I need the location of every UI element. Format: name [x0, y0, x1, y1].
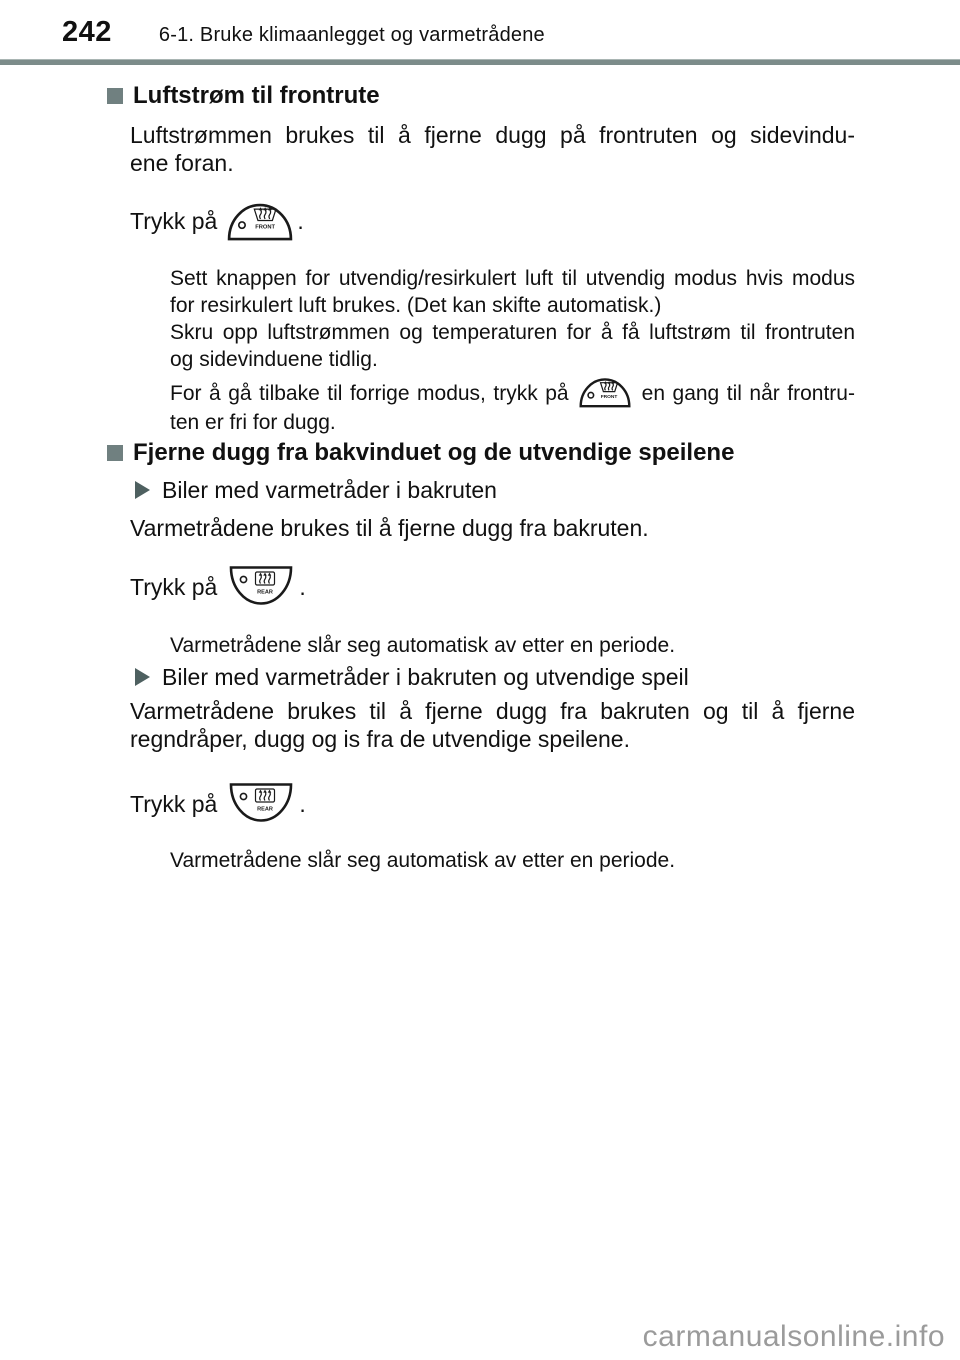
paragraph-line: Varmetrådene brukes til å fjerne dugg fra bakruten og til å fjerne: [130, 698, 855, 724]
note-front-airflow: [170, 265, 855, 373]
variant-row-rear-wires-mirrors: [135, 665, 855, 689]
note-line: for resirkulert luft brukes. (Det kan skifte automatisk.): [170, 294, 662, 317]
note-line: Sett knappen for utvendig/resirkulert luft til utvendig modus hvis modus: [170, 267, 855, 290]
note-line: og sidevinduene tidlig.: [170, 348, 378, 371]
paragraph-rear-wires: [130, 514, 855, 542]
press-front-button-line: [130, 199, 855, 243]
square-bullet-icon: [107, 445, 123, 461]
front-icon-label: FRONT: [600, 395, 618, 401]
header-rule: [0, 59, 960, 65]
rear-defroster-button-icon: [226, 564, 296, 610]
arrow-bullet-icon: [135, 481, 150, 499]
page-content: [130, 83, 855, 874]
press-label: Trykk på: [130, 790, 218, 817]
paragraph-line: regndråper, dugg og is fra de utvendige speilene.: [130, 726, 630, 752]
section-heading-label: Luftstrøm til frontrute: [133, 82, 380, 109]
press-label: Trykk på: [130, 573, 218, 600]
note-text: en gang til når frontru-: [641, 382, 855, 405]
note-line: Varmetrådene slår seg automatisk av etter en periode.: [170, 849, 676, 872]
rear-defroster-button-icon: [226, 781, 296, 827]
paragraph-line: Varmetrådene brukes til å fjerne dugg fra bakruten.: [130, 515, 649, 541]
note-return-mode: [170, 375, 855, 436]
square-bullet-icon: [107, 88, 123, 104]
variant-label: Biler med varmetråder i bakruten: [162, 477, 497, 503]
paragraph-line: ene foran.: [130, 150, 234, 176]
front-defroster-button-icon: [226, 199, 294, 243]
paragraph-rear-wires-mirrors: [130, 697, 855, 753]
period: .: [299, 790, 306, 817]
section-heading-rear-defog: [107, 440, 855, 466]
paragraph-line: Luftstrømmen brukes til å fjerne dugg på frontruten og sidevindu-: [130, 122, 855, 148]
note-line: Skru opp luftstrømmen og temperaturen for å få luftstrøm til frontruten: [170, 321, 855, 344]
variant-label: Biler med varmetråder i bakruten og utvendige speil: [162, 664, 689, 690]
page-number: 242: [62, 16, 112, 48]
press-rear-button-line-2: [130, 781, 855, 827]
note-auto-off-2: [170, 847, 855, 874]
press-rear-button-line: [130, 564, 855, 610]
section-heading-label: Fjerne dugg fra bakvinduet og de utvendige speilene: [133, 439, 735, 466]
period: .: [299, 573, 306, 600]
rear-icon-label: REAR: [257, 806, 274, 813]
note-line-with-icon: [170, 375, 855, 409]
page-header: [0, 0, 960, 49]
note-line: Varmetrådene slår seg automatisk av etter en periode.: [170, 634, 676, 657]
note-text: For å gå tilbake til forrige modus, trykk på: [170, 382, 569, 405]
note-line: ten er fri for dugg.: [170, 411, 336, 434]
rear-icon-label: REAR: [257, 589, 274, 596]
period: .: [297, 207, 304, 234]
arrow-bullet-icon: [135, 668, 150, 686]
paragraph-front-airflow: [130, 121, 855, 177]
front-defroster-button-icon-small: [578, 375, 632, 409]
note-auto-off: [170, 632, 855, 659]
press-label: Trykk på: [130, 207, 218, 234]
chapter-title: 6-1. Bruke klimaanlegget og varmetrådene: [158, 24, 545, 46]
section-heading-front-airflow: [107, 83, 855, 109]
variant-row-rear-wires: [135, 478, 855, 502]
front-icon-label: FRONT: [255, 224, 276, 231]
watermark: carmanualsonline.info: [642, 1320, 945, 1353]
